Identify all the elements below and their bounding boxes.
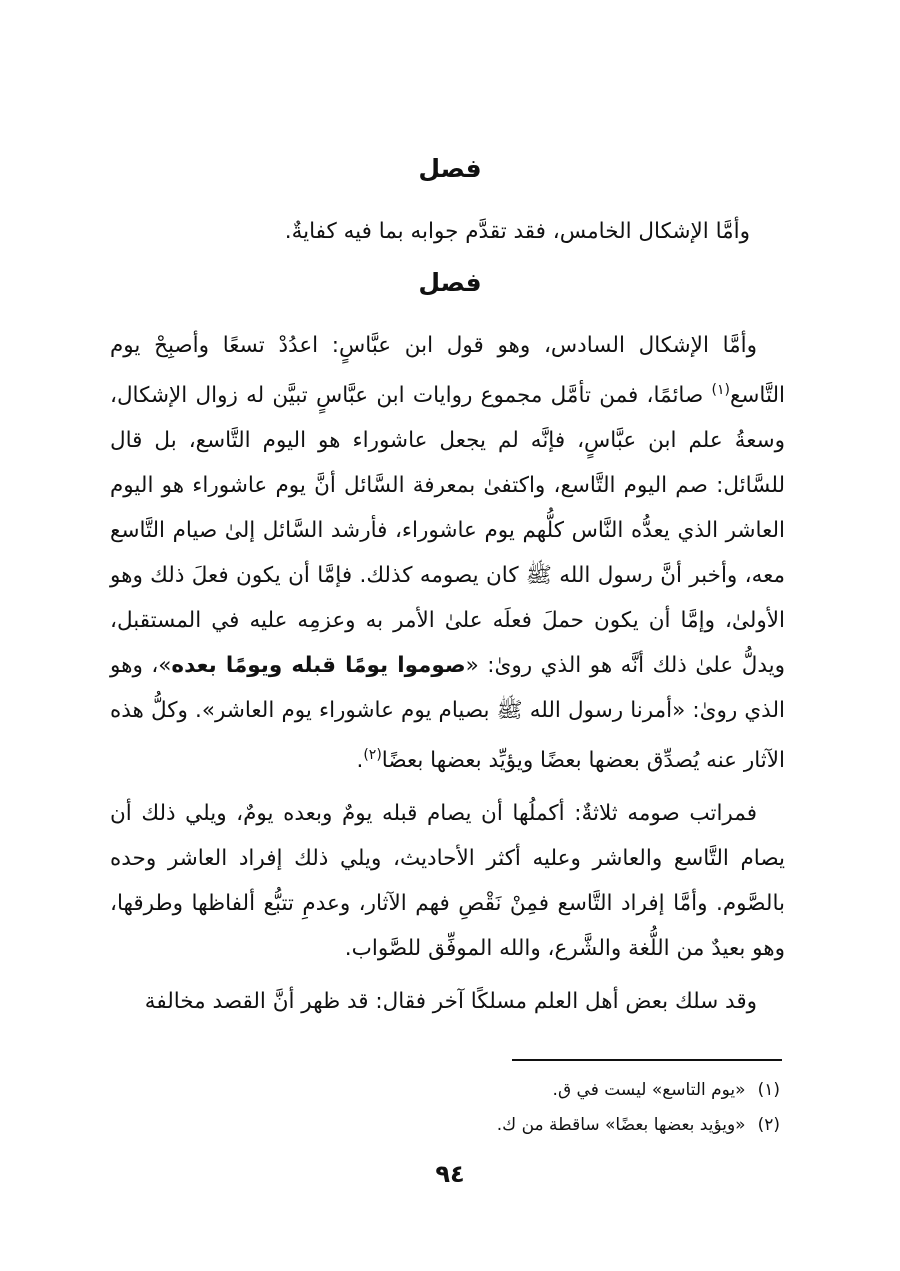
footnote-number: (١) (757, 1080, 780, 1100)
hadith-quote: صوموا يومًا قبله ويومًا بعده (171, 653, 466, 679)
footnote-text: «ويؤيد بعضها بعضًا» ساقطة من ك. (496, 1115, 746, 1135)
footnote-reference: (٢) (363, 747, 382, 764)
footnote-reference: (١) (711, 382, 730, 398)
main-text-block (110, 323, 785, 1024)
paragraph-text: . (356, 748, 364, 774)
page-number: ٩٤ (435, 1160, 465, 1188)
footnote-number: (٢) (757, 1115, 780, 1135)
section-heading-1: فصل (418, 154, 482, 183)
paragraph-fifth-problem: وأمَّا الإشكال الخامس، فقد تقدَّم جوابه بما فيه كفايةٌ. (284, 219, 750, 244)
paragraph-sixth-problem (110, 323, 785, 783)
footnote-2 (497, 1111, 780, 1139)
paragraph-text: وأمَّا الإشكال السادس، وهو قول ابن عبَّاسٍ: اعدُدْ تسعًا وأصبِحْ يوم التَّاسع (110, 333, 785, 409)
paragraph-other-approach: وقد سلك بعض أهل العلم مسلكًا آخر فقال: قد ظهر أنَّ القصد مخالفة (144, 989, 757, 1015)
footnote-text: «يوم التاسع» ليست في ق. (552, 1080, 746, 1100)
section-heading-2: فصل (418, 268, 482, 297)
paragraph-text: »، وهو الذي روىٰ: «أمرنا رسول الله ﷺ بصيام يوم عاشوراء يوم العاشر». وكلُّ هذه الآثار عنه يُصدِّق بعضها بعضًا ويؤيِّد بعضها بعضًا (110, 653, 785, 774)
paragraph-fasting-levels: فمراتب صومه ثلاثةٌ: أكملُها أن يصام قبله يومٌ وبعده يومٌ، ويلي ذلك أن يصام التَّاسع والعاشر وعليه أكثر الأحاديث، ويلي ذلك إفراد العاشر وحده بالصَّوم. وأمَّا إفراد التَّاسع فمِنْ نَقْصِ فهم الآثار، وعدمِ تتبُّع ألفاظها وطرقها، وهو بعيدٌ من اللُّغة والشَّرع، والله الموفِّق للصَّواب. (110, 801, 785, 962)
paragraph-text: صائمًا، فمن تأمَّل مجموع روايات ابن عبَّاسٍ تبيَّن له زوال الإشكال، وسعةُ علم ابن عبَّاسٍ، فإنَّه لم يجعل عاشوراء هو اليوم التَّاسع، بل قال للسَّائل: صم اليوم التَّاسع، واكتفىٰ بمعرفة السَّائل أنَّ يوم عاشوراء هو اليوم العاشر الذي يعدُّه النَّاس كلُّهم يوم عاشوراء، فأرشد السَّائل إلىٰ صيام التَّاسع معه، وأخبر أنَّ رسول الله ﷺ كان يصومه كذلك. فإمَّا أن يكون فعلَ ذلك وهو الأولىٰ، وإمَّا أن يكون حملَ فعلَه علىٰ الأمر به وعزمِه عليه في المستقبل، ويدلُّ علىٰ ذلك أنَّه هو الذي روىٰ: « (110, 383, 785, 679)
footnote-1 (553, 1076, 780, 1104)
footnote-divider (512, 1059, 782, 1061)
